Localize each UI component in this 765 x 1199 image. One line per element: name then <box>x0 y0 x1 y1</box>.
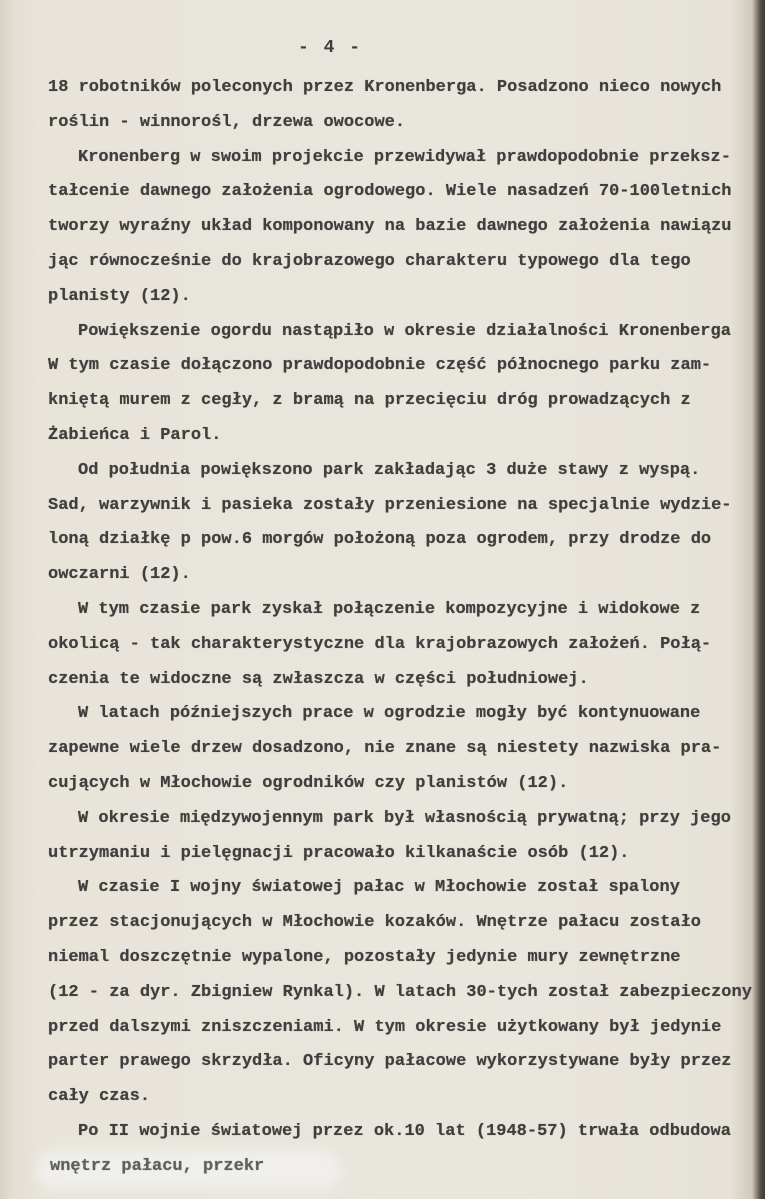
text-line: W tym czasie dołączono prawdopodobnie część północnego parku zam- <box>48 356 712 376</box>
text-line: Po II wojnie światowej przez ok.10 lat (1948-57) trwała odbudowa <box>78 1121 731 1141</box>
text-line: Od południa powiększono park zakładając 3 duże stawy z wyspą. <box>78 460 701 480</box>
text-line: Żabieńca i Parol. <box>48 425 222 445</box>
text-line: okolicą - tak charakterystyczne dla krajobrazowych założeń. Połą- <box>48 634 712 654</box>
page-number: - 4 - <box>298 38 363 58</box>
text-line: planisty (12). <box>48 286 191 306</box>
text-line: Powiększenie ogordu nastąpiło w okresie działalności Kronenberga <box>78 321 731 341</box>
text-line: loną działkę p pow.6 morgów położoną poza ogrodem, przy drodze do <box>48 530 712 550</box>
text-line: owczarni (12). <box>48 565 191 585</box>
text-line: (12 - za dyr. Zbigniew Rynkal). W latach 30-tych został zabezpieczony <box>48 982 752 1002</box>
text-line: przed dalszymi zniszczeniami. W tym okresie użytkowany był jedynie <box>48 1017 722 1037</box>
text-line: zapewne wiele drzew dosadzono, nie znane są niestety nazwiska pra- <box>48 739 722 759</box>
text-line: 18 robotników poleconych przez Kronenberga. Posadzono nieco nowych <box>48 78 722 97</box>
text-line: W tym czasie park zyskał połączenie kompozycyjne i widokowe z <box>78 599 701 619</box>
text-line: kniętą murem z cegły, z bramą na przecięciu dróg prowadzących z <box>48 391 691 411</box>
text-line: Sad, warzywnik i pasieka zostały przeniesione na specjalnie wydzie- <box>48 495 732 515</box>
text-line: Kronenberg w swoim projekcie przewidywał prawdopodobnie przeksz- <box>78 147 731 167</box>
text-line: W latach późniejszych prace w ogrodzie mogły być kontynuowane <box>78 704 701 724</box>
text-line: przez stacjonujących w Młochowie kozaków. Wnętrze pałacu zostało <box>48 913 701 933</box>
text-line: roślin - winnorośl, drzewa owocowe. <box>48 112 406 132</box>
text-line: utrzymaniu i pielęgnacji pracowało kilkanaście osób (12). <box>48 843 630 863</box>
text-line: cujących w Młochowie ogrodników czy planistów (12). <box>48 773 569 793</box>
text-line: niemal doszczętnie wypalone, pozostały jedynie mury zewnętrzne <box>48 947 681 967</box>
text-line: jąc równocześnie do krajobrazowego charakteru typowego dla tego <box>48 251 691 271</box>
partial-text-line: wnętrz pałacu, przekr <box>50 1156 265 1176</box>
text-line: parter prawego skrzydła. Oficyny pałacowe wykorzystywane były przez <box>48 1052 732 1072</box>
text-line: tałcenie dawnego założenia ogrodowego. Wiele nasadzeń 70-100letnich <box>48 182 732 202</box>
text-line: cały czas. <box>48 1087 151 1107</box>
text-line: tworzy wyraźny układ komponowany na bazie dawnego założenia nawiązu <box>48 217 732 237</box>
text-line: czenia te widoczne są zwłaszcza w części południowej. <box>48 669 589 689</box>
text-line: W czasie I wojny światowej pałac w Młochowie został spalony <box>78 878 680 898</box>
document-body <box>0 71 765 1185</box>
text-line: W okresie międzywojennym park był własnością prywatną; przy jego <box>78 808 731 828</box>
